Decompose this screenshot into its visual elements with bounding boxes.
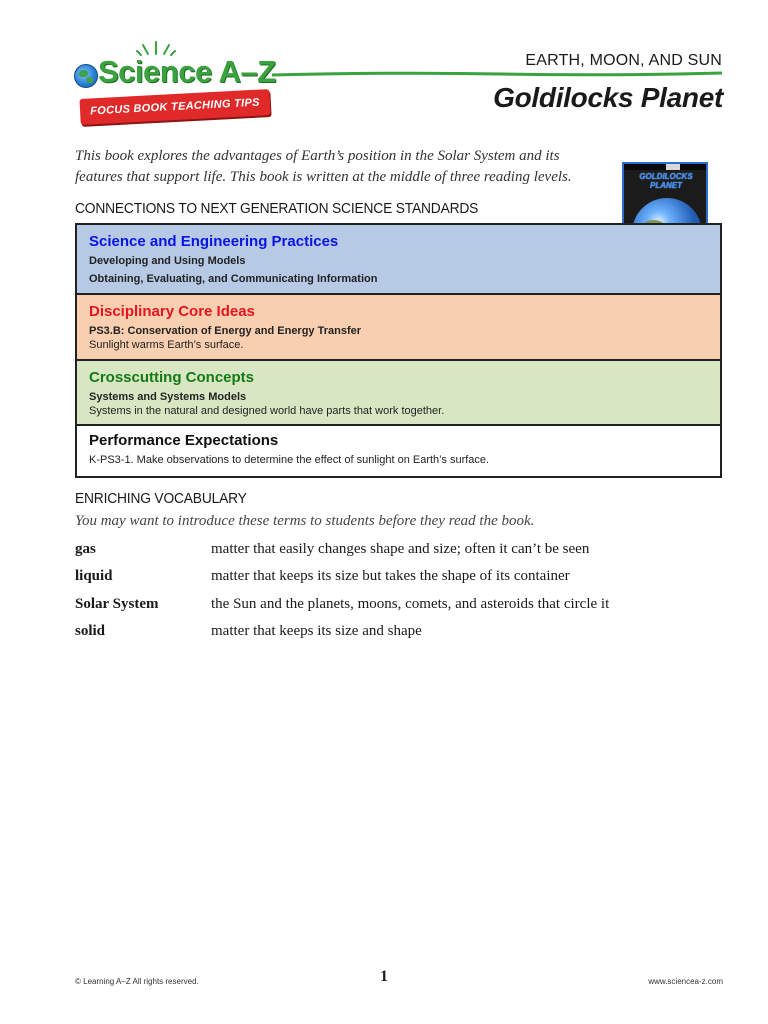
vocabulary-term: solid [75,622,106,639]
cover-title: GOLDILOCKS PLANET [639,172,693,190]
globe-icon [74,64,98,88]
vocabulary-term: liquid [75,568,113,585]
crosscutting-row [77,361,720,426]
crosscutting-subtitle: Systems and Systems Models [89,391,247,403]
vocabulary-row [75,596,725,623]
practices-item: Developing and Using Models [89,255,246,267]
core-ideas-detail: Sunlight warms Earth’s surface. [89,339,244,351]
practices-item: Obtaining, Evaluating, and Communicating Information [89,273,378,285]
performance-title: Performance Expectations [89,432,279,449]
crosscutting-title: Crosscutting Concepts [89,369,255,386]
vocabulary-definition: matter that easily changes shape and size; often it can’t be seen [211,541,590,557]
core-ideas-title: Disciplinary Core Ideas [89,303,255,320]
science-a-z-logo [72,40,276,128]
vocabulary-intro: You may want to introduce these terms to students before they read the book. [75,513,535,529]
vocabulary-heading: ENRICHING VOCABULARY [75,490,247,507]
book-description: This book explores the advantages of Earth’s position in the Solar System and its features that support life. This book is written at the middle of three reading levels. [75,148,572,185]
vocabulary-list [75,541,725,650]
practices-title: Science and Engineering Practices [89,233,339,250]
copyright-notice: © Learning A–Z All rights reserved. [75,977,199,986]
vocabulary-definition: matter that keeps its size but takes the shape of its container [211,568,570,585]
book-title: Goldilocks Planet [493,82,723,113]
vocabulary-definition: matter that keeps its size and shape [211,622,422,639]
vocabulary-term: gas [75,541,96,557]
vocabulary-term: Solar System [75,595,159,612]
logo-name: Science A–Z [98,54,276,89]
website-link[interactable]: www.sciencea-z.com [648,977,723,986]
standards-heading: CONNECTIONS TO NEXT GENERATION SCIENCE STANDARDS [75,200,479,217]
practices-row [77,225,720,295]
crosscutting-detail: Systems in the natural and designed world have parts that work together. [89,405,445,417]
standards-table [75,223,722,478]
vocabulary-row [75,568,725,595]
vocabulary-row [75,541,725,568]
performance-detail: K-PS3-1. Make observations to determine the effect of sunlight on Earth’s surface. [89,454,490,466]
vocabulary-row [75,623,725,650]
performance-row [77,426,720,478]
core-ideas-subtitle: PS3.B: Conservation of Energy and Energy Transfer [89,325,362,337]
book-topic: EARTH, MOON, AND SUN [525,52,722,69]
logo-banner: FOCUS BOOK TEACHING TIPS [79,89,270,125]
page-number: 1 [380,968,388,985]
vocabulary-definition: the Sun and the planets, moons, comets, and asteroids that circle it [211,595,610,612]
header-divider [272,70,722,78]
core-ideas-row [77,295,720,361]
